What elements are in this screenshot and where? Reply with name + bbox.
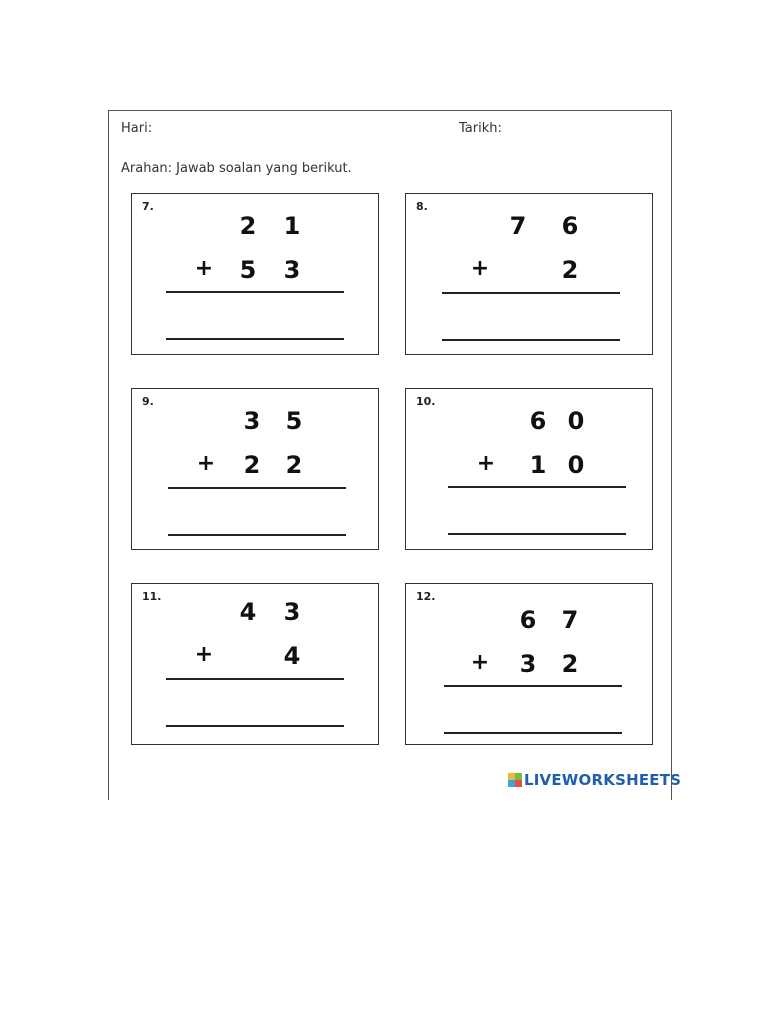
- top-operand: [132, 598, 380, 628]
- plus-sign: +: [470, 650, 490, 675]
- bottom-operand: [132, 451, 380, 481]
- top-ones-digit: 3: [283, 598, 301, 626]
- bottom-tens-digit: 2: [243, 451, 261, 479]
- bottom-tens-digit: 5: [239, 256, 257, 284]
- sum-line: [166, 678, 344, 680]
- plus-sign: +: [194, 256, 214, 281]
- bottom-operand: [406, 451, 654, 481]
- question-box: [131, 193, 379, 355]
- top-operand: [406, 407, 654, 437]
- day-label: Hari:: [121, 121, 153, 136]
- question-box: [405, 193, 653, 355]
- question-number: 10.: [416, 395, 436, 408]
- liveworksheets-logo: [508, 770, 681, 790]
- bottom-ones-digit: 2: [561, 650, 579, 678]
- answer-line[interactable]: [442, 339, 620, 341]
- logo-icon: [508, 773, 522, 787]
- plus-sign: +: [194, 642, 214, 667]
- question-number: 8.: [416, 200, 428, 213]
- bottom-operand: [132, 642, 380, 672]
- plus-sign: +: [476, 451, 496, 476]
- sum-line: [166, 291, 344, 293]
- question-number: 11.: [142, 590, 162, 603]
- bottom-ones-digit: 2: [561, 256, 579, 284]
- question-number: 9.: [142, 395, 154, 408]
- top-tens-digit: 6: [529, 407, 547, 435]
- top-tens-digit: 6: [519, 606, 537, 634]
- plus-sign: +: [470, 256, 490, 281]
- sum-line: [168, 487, 346, 489]
- answer-line[interactable]: [168, 534, 346, 536]
- top-operand: [132, 407, 380, 437]
- sum-line: [448, 486, 626, 488]
- bottom-tens-digit: 1: [529, 451, 547, 479]
- bottom-operand: [132, 256, 380, 286]
- answer-line[interactable]: [166, 338, 344, 340]
- top-ones-digit: 0: [567, 407, 585, 435]
- sum-line: [444, 685, 622, 687]
- plus-sign: +: [196, 451, 216, 476]
- answer-line[interactable]: [444, 732, 622, 734]
- sum-line: [442, 292, 620, 294]
- bottom-ones-digit: 2: [285, 451, 303, 479]
- question-box: [131, 583, 379, 745]
- bottom-ones-digit: 4: [283, 642, 301, 670]
- bottom-operand: [406, 256, 654, 286]
- top-tens-digit: 7: [509, 212, 527, 240]
- question-box: [131, 388, 379, 550]
- answer-line[interactable]: [166, 725, 344, 727]
- logo-text: LIVEWORKSHEETS: [524, 771, 682, 789]
- bottom-ones-digit: 3: [283, 256, 301, 284]
- date-label: Tarikh:: [459, 121, 502, 136]
- bottom-ones-digit: 0: [567, 451, 585, 479]
- top-ones-digit: 1: [283, 212, 301, 240]
- top-operand: [406, 212, 654, 242]
- top-ones-digit: 7: [561, 606, 579, 634]
- top-tens-digit: 2: [239, 212, 257, 240]
- question-number: 12.: [416, 590, 436, 603]
- question-box: [405, 388, 653, 550]
- top-tens-digit: 4: [239, 598, 257, 626]
- top-ones-digit: 5: [285, 407, 303, 435]
- worksheet-page: [108, 110, 672, 800]
- bottom-tens-digit: 3: [519, 650, 537, 678]
- question-box: [405, 583, 653, 745]
- bottom-operand: [406, 650, 654, 680]
- answer-line[interactable]: [448, 533, 626, 535]
- top-ones-digit: 6: [561, 212, 579, 240]
- question-number: 7.: [142, 200, 154, 213]
- top-tens-digit: 3: [243, 407, 261, 435]
- top-operand: [132, 212, 380, 242]
- top-operand: [406, 606, 654, 636]
- instruction-text: Arahan: Jawab soalan yang berikut.: [121, 161, 352, 176]
